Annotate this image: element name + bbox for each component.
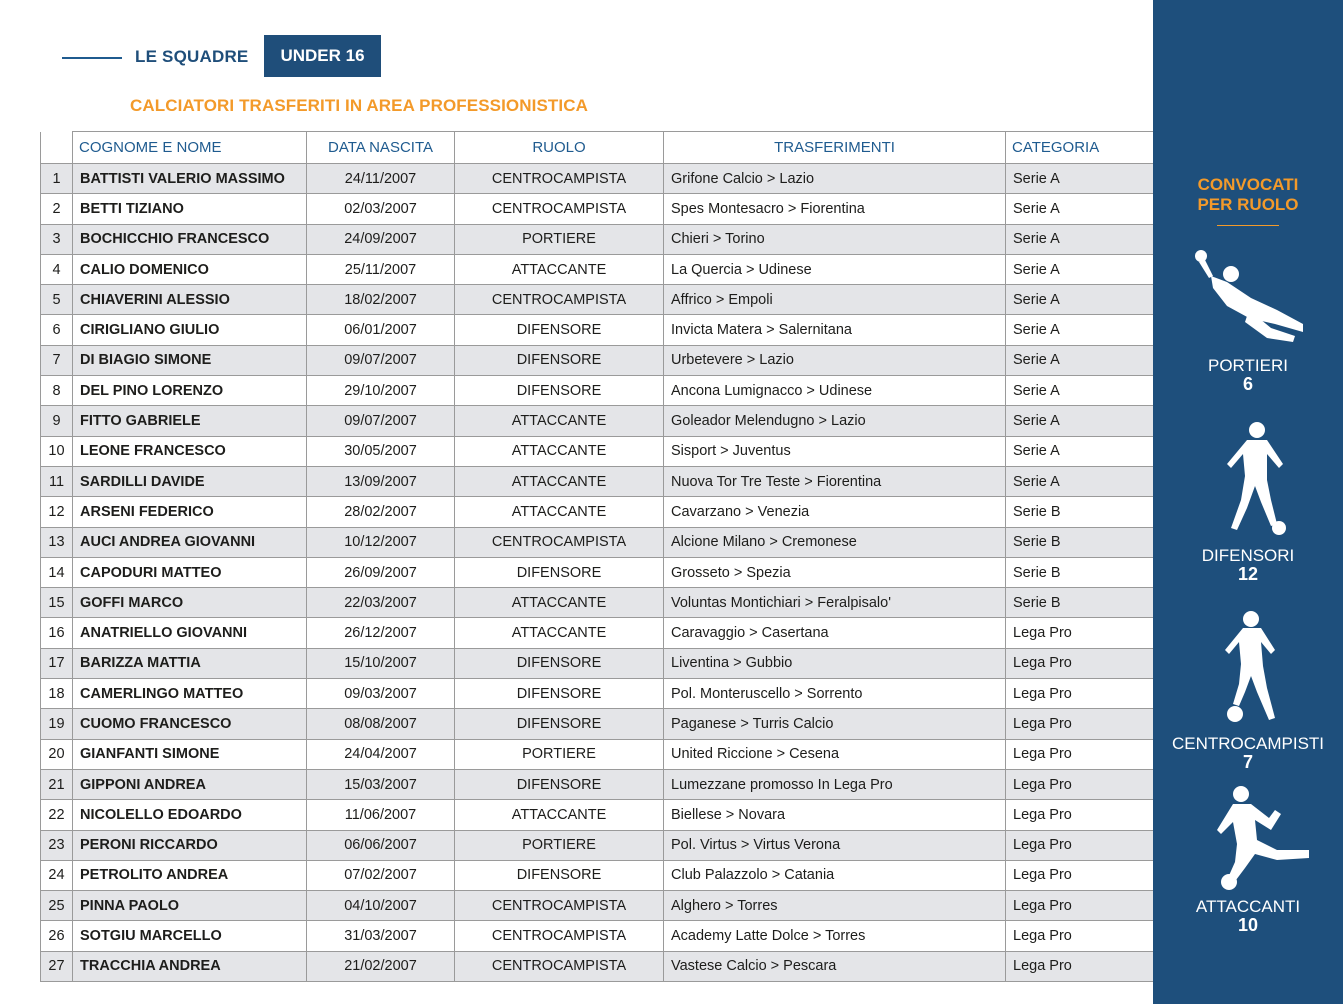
birth-date: 22/03/2007	[307, 588, 455, 618]
team-badge: UNDER 16	[264, 35, 381, 77]
category: Serie A	[1006, 345, 1154, 375]
row-number: 27	[41, 951, 73, 981]
role-label: DIFENSORI	[1201, 546, 1295, 565]
player-role: CENTROCAMPISTA	[455, 527, 664, 557]
transfer-info: Liventina > Gubbio	[664, 648, 1006, 678]
category: Lega Pro	[1006, 800, 1154, 830]
transfer-info: Pol. Virtus > Virtus Verona	[664, 830, 1006, 860]
col-number-header	[41, 132, 73, 164]
table-row	[41, 891, 1154, 921]
row-number: 12	[41, 497, 73, 527]
transfer-info: Biellese > Novara	[664, 800, 1006, 830]
goalkeeper-icon	[1191, 248, 1307, 344]
row-number: 21	[41, 769, 73, 799]
player-role: DIFENSORE	[455, 769, 664, 799]
transfer-info: Invicta Matera > Salernitana	[664, 315, 1006, 345]
row-number: 9	[41, 406, 73, 436]
transfer-info: Ancona Lumignacco > Udinese	[664, 376, 1006, 406]
row-number: 22	[41, 800, 73, 830]
table-row	[41, 588, 1154, 618]
player-role: DIFENSORE	[455, 679, 664, 709]
birth-date: 26/09/2007	[307, 557, 455, 587]
birth-date: 15/03/2007	[307, 769, 455, 799]
player-role: PORTIERE	[455, 224, 664, 254]
category: Serie B	[1006, 557, 1154, 587]
row-number: 16	[41, 618, 73, 648]
role-count: 6	[1242, 374, 1253, 394]
player-role: PORTIERE	[455, 830, 664, 860]
role-defenders	[1153, 546, 1343, 584]
player-role: CENTROCAMPISTA	[455, 921, 664, 951]
role-sidebar	[1153, 0, 1343, 1004]
birth-date: 25/11/2007	[307, 254, 455, 284]
table-row	[41, 315, 1154, 345]
col-category-header: CATEGORIA	[1006, 132, 1154, 164]
table-row	[41, 497, 1154, 527]
col-role-header: RUOLO	[455, 132, 664, 164]
player-role: CENTROCAMPISTA	[455, 951, 664, 981]
player-name: BARIZZA MATTIA	[73, 648, 307, 678]
row-number: 19	[41, 709, 73, 739]
category: Lega Pro	[1006, 830, 1154, 860]
birth-date: 06/01/2007	[307, 315, 455, 345]
category: Lega Pro	[1006, 951, 1154, 981]
role-label: CENTROCAMPISTI	[1171, 734, 1325, 753]
player-name: PETROLITO ANDREA	[73, 860, 307, 890]
table-row	[41, 951, 1154, 981]
birth-date: 24/09/2007	[307, 224, 455, 254]
player-role: ATTACCANTE	[455, 618, 664, 648]
category: Serie A	[1006, 194, 1154, 224]
player-role: CENTROCAMPISTA	[455, 891, 664, 921]
category: Serie A	[1006, 376, 1154, 406]
row-number: 17	[41, 648, 73, 678]
table-row	[41, 709, 1154, 739]
role-label: PORTIERI	[1208, 356, 1288, 375]
transfer-info: Club Palazzolo > Catania	[664, 860, 1006, 890]
player-role: DIFENSORE	[455, 648, 664, 678]
transfer-info: Alcione Milano > Cremonese	[664, 527, 1006, 557]
player-role: ATTACCANTE	[455, 588, 664, 618]
player-role: ATTACCANTE	[455, 800, 664, 830]
transfer-info: Goleador Melendugno > Lazio	[664, 406, 1006, 436]
category: Lega Pro	[1006, 860, 1154, 890]
table-row	[41, 557, 1154, 587]
table-row	[41, 860, 1154, 890]
col-name-header: COGNOME E NOME	[73, 132, 307, 164]
row-number: 5	[41, 285, 73, 315]
col-transfers-header: TRASFERIMENTI	[664, 132, 1006, 164]
table-row	[41, 345, 1154, 375]
player-name: SOTGIU MARCELLO	[73, 921, 307, 951]
player-role: ATTACCANTE	[455, 406, 664, 436]
table-row	[41, 800, 1154, 830]
table-row	[41, 769, 1154, 799]
row-number: 8	[41, 376, 73, 406]
players-table	[40, 131, 1154, 982]
transfer-info: Grosseto > Spezia	[664, 557, 1006, 587]
table-row	[41, 406, 1154, 436]
player-name: ARSENI FEDERICO	[73, 497, 307, 527]
transfer-info: Paganese > Turris Calcio	[664, 709, 1006, 739]
row-number: 1	[41, 164, 73, 194]
birth-date: 30/05/2007	[307, 436, 455, 466]
row-number: 24	[41, 860, 73, 890]
birth-date: 29/10/2007	[307, 376, 455, 406]
player-name: CHIAVERINI ALESSIO	[73, 285, 307, 315]
transfer-info: Urbetevere > Lazio	[664, 345, 1006, 375]
category: Serie A	[1006, 436, 1154, 466]
birth-date: 26/12/2007	[307, 618, 455, 648]
player-role: ATTACCANTE	[455, 436, 664, 466]
row-number: 15	[41, 588, 73, 618]
header-rule	[62, 57, 122, 59]
player-role: ATTACCANTE	[455, 254, 664, 284]
category: Serie B	[1006, 588, 1154, 618]
transfer-info: Alghero > Torres	[664, 891, 1006, 921]
player-name: GIPPONI ANDREA	[73, 769, 307, 799]
category: Lega Pro	[1006, 739, 1154, 769]
birth-date: 31/03/2007	[307, 921, 455, 951]
row-number: 11	[41, 466, 73, 496]
transfer-info: Caravaggio > Casertana	[664, 618, 1006, 648]
category: Lega Pro	[1006, 921, 1154, 951]
table-row	[41, 194, 1154, 224]
player-name: GIANFANTI SIMONE	[73, 739, 307, 769]
birth-date: 28/02/2007	[307, 497, 455, 527]
player-role: PORTIERE	[455, 739, 664, 769]
player-name: ANATRIELLO GIOVANNI	[73, 618, 307, 648]
player-role: CENTROCAMPISTA	[455, 285, 664, 315]
table-row	[41, 830, 1154, 860]
player-name: DEL PINO LORENZO	[73, 376, 307, 406]
player-name: SARDILLI DAVIDE	[73, 466, 307, 496]
player-name: CAPODURI MATTEO	[73, 557, 307, 587]
birth-date: 09/03/2007	[307, 679, 455, 709]
transfer-info: Vastese Calcio > Pescara	[664, 951, 1006, 981]
player-role: ATTACCANTE	[455, 497, 664, 527]
category: Serie A	[1006, 315, 1154, 345]
player-role: DIFENSORE	[455, 315, 664, 345]
category: Lega Pro	[1006, 769, 1154, 799]
table-row	[41, 436, 1154, 466]
row-number: 13	[41, 527, 73, 557]
table-row	[41, 285, 1154, 315]
sidebar-rule	[1217, 225, 1279, 226]
transfer-info: Sisport > Juventus	[664, 436, 1006, 466]
player-name: BETTI TIZIANO	[73, 194, 307, 224]
role-count: 10	[1237, 915, 1259, 935]
page-subtitle: CALCIATORI TRASFERITI IN AREA PROFESSIONISTICA	[130, 96, 588, 115]
role-count: 12	[1237, 564, 1259, 584]
birth-date: 24/04/2007	[307, 739, 455, 769]
player-name: CALIO DOMENICO	[73, 254, 307, 284]
category: Lega Pro	[1006, 709, 1154, 739]
birth-date: 15/10/2007	[307, 648, 455, 678]
birth-date: 10/12/2007	[307, 527, 455, 557]
row-number: 20	[41, 739, 73, 769]
transfer-info: Chieri > Torino	[664, 224, 1006, 254]
category: Serie A	[1006, 466, 1154, 496]
transfer-info: Voluntas Montichiari > Feralpisalo'	[664, 588, 1006, 618]
row-number: 18	[41, 679, 73, 709]
sidebar-title-line2: PER RUOLO	[1197, 195, 1299, 214]
birth-date: 21/02/2007	[307, 951, 455, 981]
transfer-info: Grifone Calcio > Lazio	[664, 164, 1006, 194]
sidebar-title-line1: CONVOCATI	[1197, 175, 1299, 194]
table-row	[41, 466, 1154, 496]
sidebar-title	[1153, 175, 1343, 215]
player-name: BOCHICCHIO FRANCESCO	[73, 224, 307, 254]
role-label: ATTACCANTI	[1195, 897, 1301, 916]
transfer-info: Academy Latte Dolce > Torres	[664, 921, 1006, 951]
category: Lega Pro	[1006, 648, 1154, 678]
category: Serie A	[1006, 406, 1154, 436]
category: Lega Pro	[1006, 618, 1154, 648]
birth-date: 02/03/2007	[307, 194, 455, 224]
row-number: 2	[41, 194, 73, 224]
role-goalkeepers	[1153, 356, 1343, 394]
table-row	[41, 921, 1154, 951]
player-name: BATTISTI VALERIO MASSIMO	[73, 164, 307, 194]
birth-date: 06/06/2007	[307, 830, 455, 860]
row-number: 7	[41, 345, 73, 375]
player-name: GOFFI MARCO	[73, 588, 307, 618]
birth-date: 09/07/2007	[307, 345, 455, 375]
player-role: CENTROCAMPISTA	[455, 164, 664, 194]
birth-date: 04/10/2007	[307, 891, 455, 921]
player-name: TRACCHIA ANDREA	[73, 951, 307, 981]
category: Serie B	[1006, 527, 1154, 557]
midfielder-icon	[1223, 610, 1285, 728]
category: Lega Pro	[1006, 891, 1154, 921]
table-row	[41, 618, 1154, 648]
table-body	[41, 164, 1154, 982]
player-name: FITTO GABRIELE	[73, 406, 307, 436]
player-name: PERONI RICCARDO	[73, 830, 307, 860]
birth-date: 13/09/2007	[307, 466, 455, 496]
player-role: DIFENSORE	[455, 709, 664, 739]
table-row	[41, 254, 1154, 284]
row-number: 23	[41, 830, 73, 860]
player-name: PINNA PAOLO	[73, 891, 307, 921]
category: Serie A	[1006, 164, 1154, 194]
player-name: DI BIAGIO SIMONE	[73, 345, 307, 375]
row-number: 10	[41, 436, 73, 466]
category: Lega Pro	[1006, 679, 1154, 709]
table-row	[41, 164, 1154, 194]
transfer-info: Lumezzane promosso In Lega Pro	[664, 769, 1006, 799]
birth-date: 09/07/2007	[307, 406, 455, 436]
player-role: DIFENSORE	[455, 376, 664, 406]
transfer-info: Pol. Monteruscello > Sorrento	[664, 679, 1006, 709]
player-role: ATTACCANTE	[455, 466, 664, 496]
birth-date: 08/08/2007	[307, 709, 455, 739]
transfer-info: Nuova Tor Tre Teste > Fiorentina	[664, 466, 1006, 496]
birth-date: 24/11/2007	[307, 164, 455, 194]
row-number: 25	[41, 891, 73, 921]
player-role: DIFENSORE	[455, 557, 664, 587]
category: Serie A	[1006, 285, 1154, 315]
table-header-row	[41, 132, 1154, 164]
table-row	[41, 376, 1154, 406]
table-row	[41, 679, 1154, 709]
row-number: 6	[41, 315, 73, 345]
category: Serie A	[1006, 224, 1154, 254]
transfer-info: Spes Montesacro > Fiorentina	[664, 194, 1006, 224]
table-row	[41, 224, 1154, 254]
birth-date: 18/02/2007	[307, 285, 455, 315]
row-number: 26	[41, 921, 73, 951]
role-strikers	[1153, 897, 1343, 935]
player-name: LEONE FRANCESCO	[73, 436, 307, 466]
table-row	[41, 648, 1154, 678]
birth-date: 07/02/2007	[307, 860, 455, 890]
player-role: CENTROCAMPISTA	[455, 194, 664, 224]
player-name: NICOLELLO EDOARDO	[73, 800, 307, 830]
category: Serie A	[1006, 254, 1154, 284]
row-number: 14	[41, 557, 73, 587]
transfer-info: United Riccione > Cesena	[664, 739, 1006, 769]
striker-icon	[1197, 784, 1313, 890]
row-number: 3	[41, 224, 73, 254]
col-birth-header: DATA NASCITA	[307, 132, 455, 164]
table-row	[41, 527, 1154, 557]
player-name: CAMERLINGO MATTEO	[73, 679, 307, 709]
role-midfielders	[1153, 734, 1343, 772]
category: Serie B	[1006, 497, 1154, 527]
player-role: DIFENSORE	[455, 345, 664, 375]
player-name: CUOMO FRANCESCO	[73, 709, 307, 739]
transfer-info: Cavarzano > Venezia	[664, 497, 1006, 527]
player-name: CIRIGLIANO GIULIO	[73, 315, 307, 345]
transfer-info: La Quercia > Udinese	[664, 254, 1006, 284]
table-row	[41, 739, 1154, 769]
row-number: 4	[41, 254, 73, 284]
defender-icon	[1221, 420, 1291, 538]
transfer-info: Affrico > Empoli	[664, 285, 1006, 315]
birth-date: 11/06/2007	[307, 800, 455, 830]
player-name: AUCI ANDREA GIOVANNI	[73, 527, 307, 557]
section-title: LE SQUADRE	[135, 47, 249, 66]
player-role: DIFENSORE	[455, 860, 664, 890]
role-count: 7	[1242, 752, 1253, 772]
